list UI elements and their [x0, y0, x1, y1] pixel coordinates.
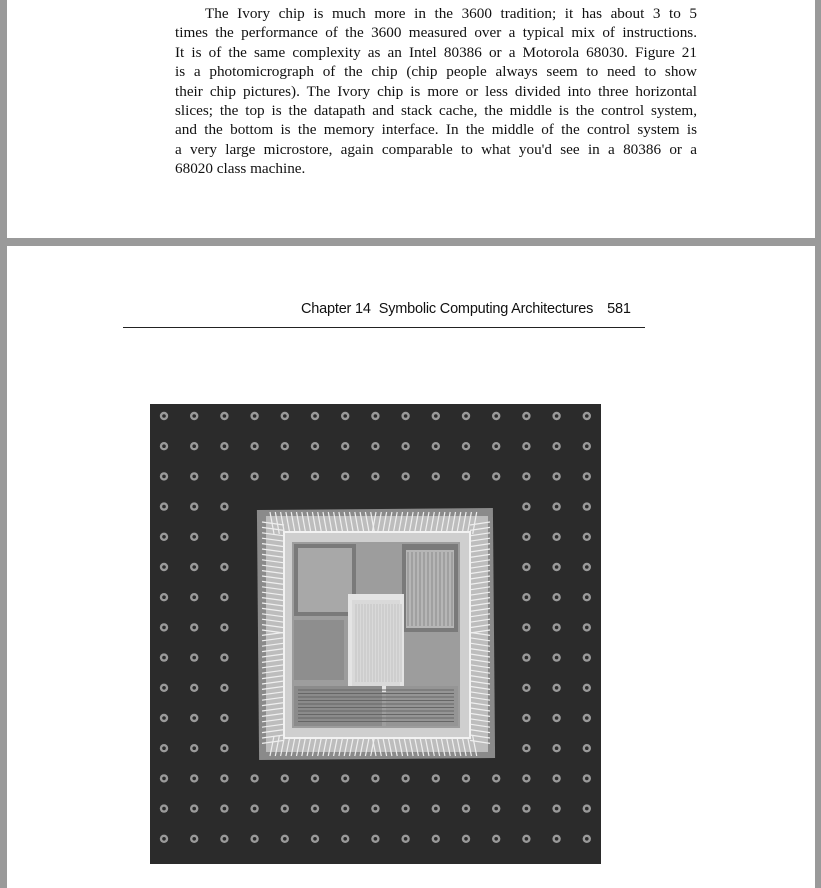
pin-hole — [223, 475, 227, 479]
pin-hole — [464, 444, 468, 448]
pin-hole — [555, 565, 559, 569]
pin-hole — [223, 626, 227, 630]
pin-hole — [434, 475, 438, 479]
pin-hole — [525, 837, 529, 841]
pin-hole — [374, 475, 378, 479]
pin-hole — [434, 777, 438, 781]
pin-hole — [192, 444, 196, 448]
pin-hole — [283, 475, 287, 479]
pin-hole — [253, 807, 257, 811]
pin-hole — [162, 565, 166, 569]
pin-hole — [585, 837, 589, 841]
pin-hole — [223, 746, 227, 750]
pin-hole — [283, 414, 287, 418]
pin-hole — [555, 777, 559, 781]
pin-hole — [223, 837, 227, 841]
body-paragraph — [175, 4, 697, 179]
pin-hole — [313, 444, 317, 448]
pin-hole — [374, 414, 378, 418]
pin-hole — [162, 444, 166, 448]
control-block — [294, 620, 344, 680]
pin-hole — [555, 444, 559, 448]
pin-hole — [162, 505, 166, 509]
pin-hole — [253, 444, 257, 448]
pin-hole — [555, 505, 559, 509]
pin-hole — [162, 716, 166, 720]
pin-hole — [162, 656, 166, 660]
pin-hole — [192, 777, 196, 781]
pin-hole — [525, 686, 529, 690]
pin-hole — [192, 656, 196, 660]
memory-interface-block — [294, 686, 382, 726]
die-cavity — [257, 508, 495, 760]
pin-hole — [223, 656, 227, 660]
pin-hole — [525, 656, 529, 660]
pin-hole — [494, 777, 498, 781]
pin-hole — [585, 475, 589, 479]
pin-hole — [585, 505, 589, 509]
pin-hole — [555, 535, 559, 539]
pin-hole — [525, 595, 529, 599]
page-number: 581 — [607, 301, 631, 317]
pin-hole — [313, 414, 317, 418]
pin-hole — [585, 716, 589, 720]
pin-hole — [283, 777, 287, 781]
pin-hole — [585, 777, 589, 781]
pin-hole — [162, 535, 166, 539]
pin-hole — [404, 777, 408, 781]
pin-hole — [464, 414, 468, 418]
paragraph-line: and the bottom is the memory interface. In the middle of the control system is — [175, 121, 697, 139]
pin-hole — [525, 414, 529, 418]
pin-hole — [494, 414, 498, 418]
pin-hole — [162, 777, 166, 781]
pin-hole — [223, 777, 227, 781]
pin-hole — [464, 807, 468, 811]
page-top — [7, 0, 815, 238]
pin-hole — [223, 807, 227, 811]
paragraph-line: It is of the same complexity as an Intel 80386 or a Motorola 68030. Figure 21 — [175, 43, 697, 61]
pin-hole — [525, 565, 529, 569]
running-header — [301, 301, 631, 317]
pin-hole — [404, 414, 408, 418]
pin-hole — [525, 626, 529, 630]
pin-hole — [585, 656, 589, 660]
pin-hole — [525, 475, 529, 479]
pin-hole — [585, 626, 589, 630]
pin-hole — [404, 444, 408, 448]
pin-hole — [283, 837, 287, 841]
pin-hole — [192, 505, 196, 509]
pin-hole — [555, 475, 559, 479]
pin-hole — [223, 535, 227, 539]
pin-hole — [223, 595, 227, 599]
pin-hole — [223, 565, 227, 569]
pin-hole — [192, 807, 196, 811]
pin-hole — [525, 505, 529, 509]
pin-hole — [162, 414, 166, 418]
pin-hole — [585, 746, 589, 750]
pin-hole — [434, 837, 438, 841]
pin-hole — [343, 414, 347, 418]
pin-hole — [374, 444, 378, 448]
pin-hole — [585, 535, 589, 539]
pin-hole — [434, 414, 438, 418]
pin-hole — [464, 837, 468, 841]
pin-hole — [192, 746, 196, 750]
pin-hole — [192, 475, 196, 479]
pin-hole — [404, 837, 408, 841]
pin-hole — [223, 686, 227, 690]
paragraph-line: times the performance of the 3600 measured over a typical mix of instructions. — [175, 24, 697, 42]
pin-hole — [555, 595, 559, 599]
pin-hole — [494, 837, 498, 841]
pin-hole — [555, 626, 559, 630]
pin-hole — [313, 777, 317, 781]
chapter-number: Chapter 14 — [301, 301, 371, 317]
pin-hole — [494, 444, 498, 448]
pin-hole — [253, 414, 257, 418]
pin-hole — [343, 475, 347, 479]
pin-hole — [585, 807, 589, 811]
pin-hole — [494, 475, 498, 479]
pin-hole — [525, 535, 529, 539]
pin-hole — [555, 716, 559, 720]
pin-hole — [223, 505, 227, 509]
chip-photomicrograph — [150, 404, 601, 864]
paragraph-line: 68020 class machine. — [175, 160, 306, 178]
pin-hole — [313, 475, 317, 479]
pin-hole — [253, 837, 257, 841]
pin-hole — [253, 777, 257, 781]
pin-hole — [404, 807, 408, 811]
pin-hole — [374, 837, 378, 841]
pin-hole — [343, 837, 347, 841]
pin-hole — [404, 475, 408, 479]
pin-hole — [223, 716, 227, 720]
paragraph-line: The Ivory chip is much more in the 3600 tradition; it has about 3 to 5 — [205, 5, 697, 22]
pin-hole — [192, 837, 196, 841]
pin-hole — [343, 807, 347, 811]
pin-hole — [374, 807, 378, 811]
pin-hole — [223, 444, 227, 448]
pin-hole — [162, 837, 166, 841]
pin-hole — [253, 475, 257, 479]
pin-hole — [192, 716, 196, 720]
pin-hole — [343, 777, 347, 781]
pin-hole — [313, 807, 317, 811]
pin-hole — [223, 414, 227, 418]
pin-hole — [192, 686, 196, 690]
pin-hole — [313, 837, 317, 841]
pin-hole — [192, 595, 196, 599]
paragraph-line: is a photomicrograph of the chip (chip people always seem to need to show — [175, 63, 697, 81]
paragraph-line: a very large microstore, again comparable to what you'd see in a 80386 or a — [175, 140, 697, 158]
pin-hole — [192, 535, 196, 539]
pin-hole — [585, 686, 589, 690]
pin-hole — [464, 777, 468, 781]
pin-hole — [555, 837, 559, 841]
pin-hole — [162, 686, 166, 690]
pin-hole — [585, 565, 589, 569]
chapter-title: Symbolic Computing Architectures — [378, 301, 594, 317]
page-bottom — [7, 246, 815, 888]
pin-hole — [494, 807, 498, 811]
pin-hole — [585, 444, 589, 448]
pin-hole — [162, 475, 166, 479]
pin-hole — [555, 656, 559, 660]
header-rule — [123, 327, 645, 328]
pin-hole — [525, 716, 529, 720]
pin-hole — [192, 565, 196, 569]
pin-hole — [162, 807, 166, 811]
pin-hole — [283, 807, 287, 811]
pin-hole — [525, 444, 529, 448]
pin-hole — [192, 626, 196, 630]
pin-hole — [343, 444, 347, 448]
pin-hole — [192, 414, 196, 418]
paragraph-line: slices; the top is the datapath and stack cache, the middle is the control system, — [175, 102, 697, 120]
pin-hole — [525, 777, 529, 781]
pin-hole — [585, 414, 589, 418]
paragraph-line: their chip pictures). The Ivory chip is more or less divided into three horizontal — [175, 82, 697, 100]
pin-hole — [162, 746, 166, 750]
pin-hole — [525, 746, 529, 750]
pin-hole — [555, 746, 559, 750]
pin-hole — [464, 475, 468, 479]
pin-hole — [283, 444, 287, 448]
pin-hole — [162, 626, 166, 630]
pin-hole — [585, 595, 589, 599]
pin-hole — [555, 807, 559, 811]
pin-hole — [434, 444, 438, 448]
pin-hole — [525, 807, 529, 811]
pin-hole — [374, 777, 378, 781]
pin-hole — [162, 595, 166, 599]
pin-hole — [555, 414, 559, 418]
pin-hole — [555, 686, 559, 690]
pin-hole — [434, 807, 438, 811]
